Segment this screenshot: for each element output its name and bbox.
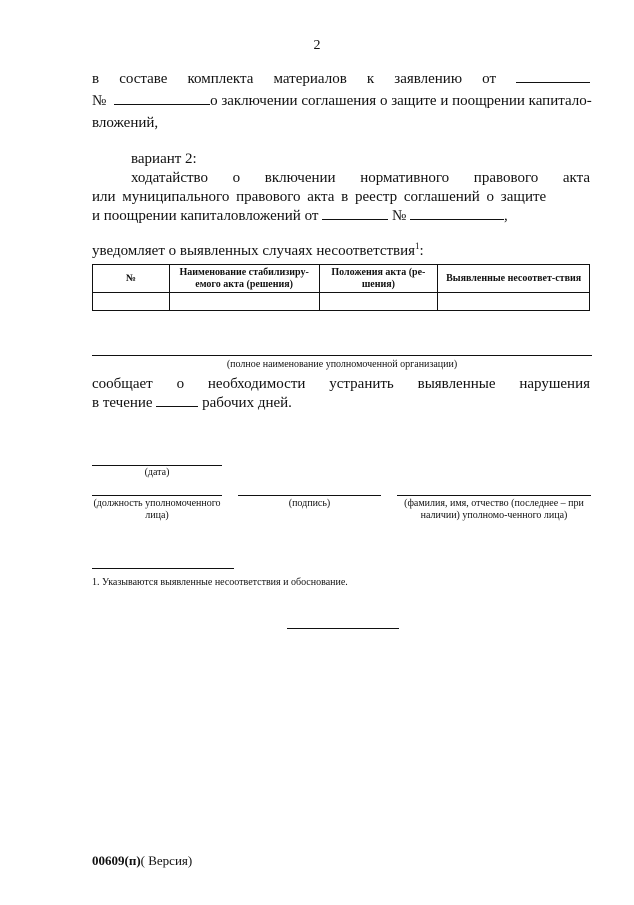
word: о — [176, 376, 185, 392]
word: нормативного — [360, 170, 450, 186]
footnote-separator — [92, 568, 234, 569]
application-date-blank — [516, 68, 590, 83]
fullname-line — [397, 495, 591, 496]
word: в — [92, 71, 100, 87]
paragraph1-line3: вложений, — [92, 115, 159, 131]
word: ходатайство — [131, 170, 209, 186]
nonconformity-table — [92, 264, 590, 311]
organization-name-line — [92, 355, 592, 356]
signature-line — [238, 495, 381, 496]
paragraph1-line1 — [92, 68, 590, 90]
table-cell[interactable] — [438, 293, 590, 311]
footnote-text: 1. Указываются выявленные несоответствия и обоснование. — [92, 577, 348, 588]
date-line — [92, 465, 222, 466]
application-number-blank — [114, 90, 210, 105]
paragraph1-line2 — [92, 90, 592, 112]
word: комплекта — [187, 71, 254, 87]
table-header-row — [93, 265, 590, 293]
variant2-title: вариант 2: — [131, 151, 197, 167]
end-of-document-line — [287, 628, 399, 629]
word: от — [482, 71, 496, 87]
word: устранить — [329, 376, 394, 392]
word: заявлению — [394, 71, 463, 87]
registry-number-blank — [410, 205, 504, 220]
page-number: 2 — [313, 38, 321, 53]
paragraph1-text: о заключении соглашения о защите и поощрении капитало- — [210, 93, 592, 109]
colon: : — [419, 243, 424, 259]
organization-caption: (полное наименование уполномоченной организации) — [226, 359, 458, 370]
position-line — [92, 495, 222, 496]
signature-caption: (подпись) — [288, 498, 331, 509]
number-sign: № — [391, 208, 407, 224]
message-prefix: в течение — [92, 395, 153, 411]
fullname-caption: (фамилия, имя, отчество (последнее – при наличии) уполномо-ченного лица) — [404, 498, 584, 521]
comma: , — [504, 208, 508, 224]
word: выявленные — [417, 376, 496, 392]
word: нарушения — [519, 376, 591, 392]
document-code: 00609(п) — [92, 853, 141, 868]
position-caption: (должность уполномоченного лица) — [93, 498, 221, 521]
table-header-cell: № — [93, 265, 170, 293]
word: правового — [473, 170, 539, 186]
table-row — [93, 293, 590, 311]
table-header-cell: Выявленные несоответ-ствия — [438, 265, 590, 293]
table-cell[interactable] — [319, 293, 438, 311]
message-suffix: рабочих дней. — [202, 395, 292, 411]
variant2-line3 — [92, 205, 508, 227]
registry-date-blank — [322, 205, 388, 220]
table-cell[interactable] — [169, 293, 319, 311]
table-header-cell: Наименование стабилизиру-емого акта (решения) — [169, 265, 319, 293]
variant2-text: и поощрении капиталовложений от — [92, 208, 319, 224]
word: о — [232, 170, 241, 186]
word: составе — [119, 71, 168, 87]
days-count-blank — [156, 392, 198, 407]
notify-line — [92, 240, 424, 262]
version-label: ( Версия) — [140, 853, 193, 868]
number-sign: № — [92, 93, 107, 109]
message-line2 — [92, 392, 292, 414]
word: включении — [264, 170, 336, 186]
word: акта — [562, 170, 591, 186]
footnote-ref: 1 — [415, 241, 420, 251]
notify-text: уведомляет о выявленных случаях несоответствия — [92, 243, 416, 259]
date-caption: (дата) — [144, 467, 170, 478]
table-header-cell: Положения акта (ре-шения) — [319, 265, 438, 293]
word: материалов — [273, 71, 347, 87]
table-cell[interactable] — [93, 293, 170, 311]
variant2-line2: или муниципального правового акта в реестр соглашений о защите — [92, 189, 547, 205]
word: к — [366, 71, 375, 87]
word: необходимости — [207, 376, 306, 392]
version-line — [92, 853, 192, 869]
word: сообщает — [92, 376, 153, 392]
